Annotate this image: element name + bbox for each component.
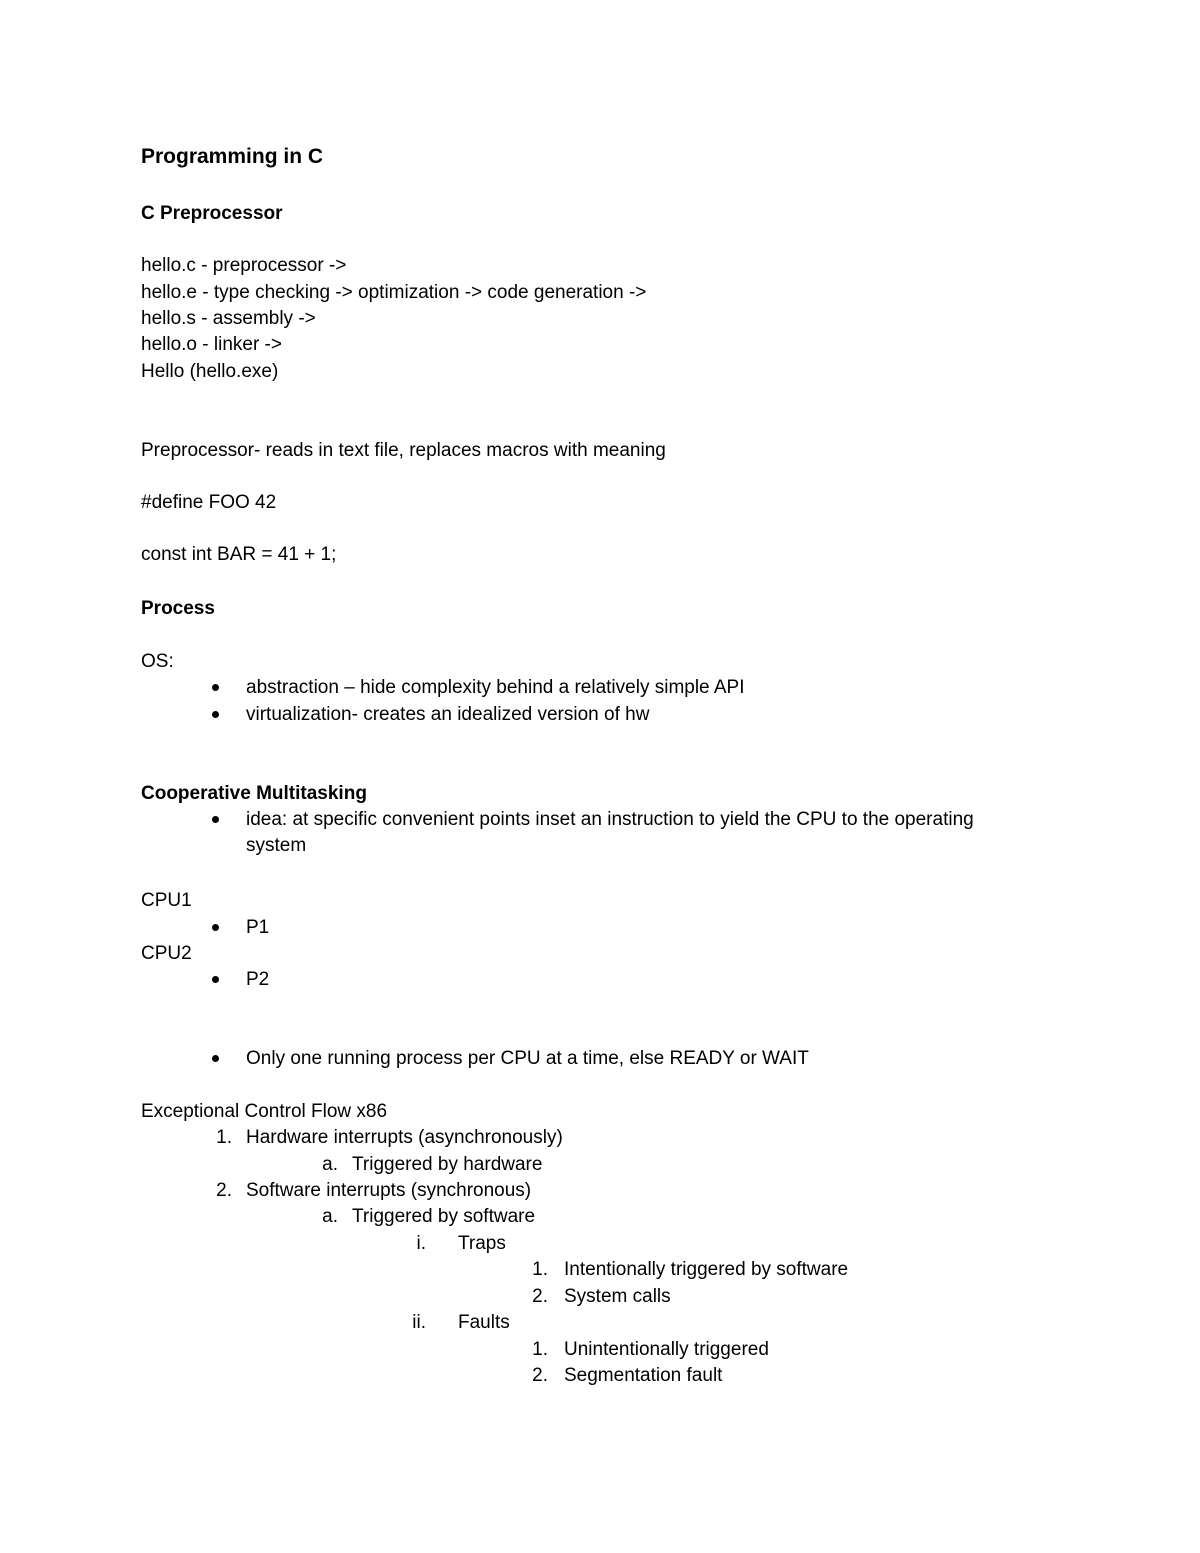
pipeline-line: hello.s - assembly ->	[141, 308, 316, 329]
list-marker: 2.	[532, 1365, 548, 1386]
list-item: Software interrupts (synchronous)	[246, 1180, 532, 1201]
list-marker: 1.	[216, 1127, 232, 1148]
cpu1-bullet: P1	[246, 917, 270, 938]
list-item: System calls	[564, 1286, 671, 1307]
pipeline-line: Hello (hello.exe)	[141, 361, 279, 382]
section-heading-preprocessor: C Preprocessor	[141, 203, 283, 224]
list-item: Triggered by software	[352, 1206, 536, 1227]
section-heading-exceptional-control-flow: Exceptional Control Flow x86	[141, 1101, 388, 1122]
cpu1-label: CPU1	[141, 890, 192, 911]
bullet-icon	[212, 924, 219, 931]
os-bullet-item: virtualization- creates an idealized version of hw	[246, 704, 650, 725]
list-marker: 2.	[216, 1180, 232, 1201]
coop-final-bullet: Only one running process per CPU at a time, else READY or WAIT	[246, 1048, 809, 1069]
const-example: const int BAR = 41 + 1;	[141, 544, 337, 565]
list-marker: i.	[416, 1233, 426, 1254]
bullet-icon	[212, 1055, 219, 1062]
preprocessor-definition: Preprocessor- reads in text file, replaces macros with meaning	[141, 440, 666, 461]
page-title: Programming in C	[141, 145, 324, 168]
list-item: Segmentation fault	[564, 1365, 723, 1386]
cpu2-label: CPU2	[141, 943, 192, 964]
coop-bullet-line2: system	[246, 835, 307, 856]
list-item: Traps	[458, 1233, 506, 1254]
list-item: Hardware interrupts (asynchronously)	[246, 1127, 563, 1148]
list-marker: ii.	[412, 1312, 426, 1333]
pipeline-line: hello.e - type checking -> optimization -> code generation ->	[141, 282, 647, 303]
section-heading-cooperative-multitasking: Cooperative Multitasking	[141, 783, 367, 804]
section-heading-process: Process	[141, 598, 215, 619]
bullet-icon	[212, 711, 219, 718]
list-marker: 2.	[532, 1286, 548, 1307]
list-item: Unintentionally triggered	[564, 1339, 769, 1360]
list-item: Triggered by hardware	[352, 1154, 543, 1175]
bullet-icon	[212, 976, 219, 983]
list-marker: 1.	[532, 1339, 548, 1360]
coop-bullet-line1: idea: at specific convenient points inset an instruction to yield the CPU to the operating	[246, 809, 974, 830]
cpu2-bullet: P2	[246, 969, 270, 990]
bullet-icon	[212, 816, 219, 823]
list-item: Intentionally triggered by software	[564, 1259, 849, 1280]
list-item: Faults	[458, 1312, 510, 1333]
pipeline-line: hello.c - preprocessor ->	[141, 255, 347, 276]
define-example: #define FOO 42	[141, 492, 277, 513]
list-marker: a.	[322, 1154, 338, 1175]
list-marker: a.	[322, 1206, 338, 1227]
os-bullet-item: abstraction – hide complexity behind a relatively simple API	[246, 677, 745, 698]
bullet-icon	[212, 684, 219, 691]
os-label: OS:	[141, 651, 174, 672]
pipeline-line: hello.o - linker ->	[141, 334, 282, 355]
list-marker: 1.	[532, 1259, 548, 1280]
